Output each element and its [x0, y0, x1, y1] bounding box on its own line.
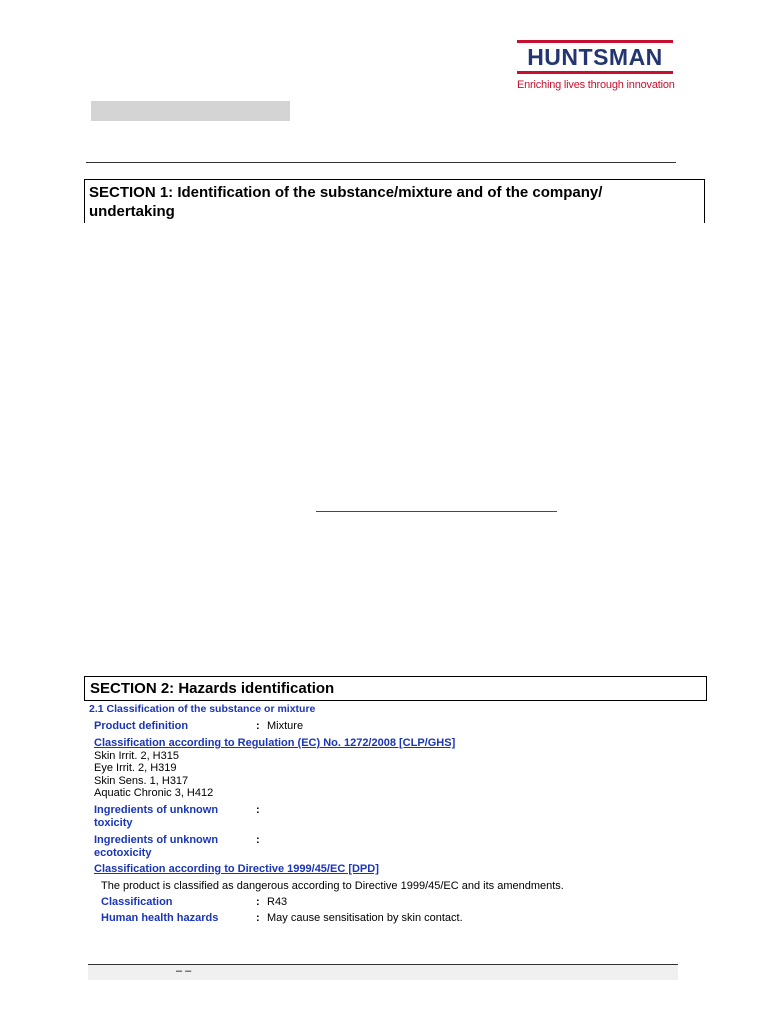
section2-header — [84, 676, 707, 701]
section1-title-line1: SECTION 1: Identification of the substance/mixture and of the company/ — [89, 184, 603, 201]
hazard-item: Skin Irrit. 2, H315 — [94, 750, 179, 762]
footer-text: – – — [176, 965, 192, 977]
company-logo — [517, 40, 673, 91]
unknown-ecotoxicity-line1: Ingredients of unknown — [94, 834, 219, 846]
unknown-ecotoxicity-line2: ecotoxicity — [94, 847, 152, 859]
hazard-list — [94, 750, 213, 800]
product-definition-value: Mixture — [267, 720, 304, 732]
header-divider — [86, 162, 676, 163]
classification-value: R43 — [267, 896, 288, 908]
hyperlink-underline[interactable] — [316, 511, 557, 512]
dpd-statement: The product is classified as dangerous according to Directive 1999/45/EC and its amendments. — [101, 880, 564, 892]
redacted-field — [91, 101, 290, 121]
hazard-item: Aquatic Chronic 3, H412 — [94, 787, 214, 800]
clp-classification-heading[interactable]: Classification according to Regulation (EC) No. 1272/2008 [CLP/GHS] — [94, 737, 456, 749]
unknown-toxicity-colon: : — [256, 804, 260, 816]
unknown-toxicity-line2: toxicity — [94, 817, 133, 829]
human-health-colon: : — [256, 912, 260, 924]
product-definition-colon: : — [256, 720, 260, 732]
section2-title: SECTION 2: Hazards identification — [90, 680, 335, 697]
section1-title-line2: undertaking — [89, 203, 175, 220]
logo-tagline: Enriching lives through innovation — [517, 79, 675, 91]
unknown-toxicity-line1: Ingredients of unknown — [94, 804, 219, 816]
human-health-label: Human health hazards — [101, 912, 219, 924]
hazard-item: Skin Sens. 1, H317 — [94, 774, 189, 787]
logo-wordmark: HUNTSMAN — [517, 40, 673, 74]
human-health-value: May cause sensitisation by skin contact. — [267, 912, 463, 924]
product-definition-label: Product definition — [94, 720, 189, 732]
hazard-item: Eye Irrit. 2, H319 — [94, 762, 177, 775]
subsection-2-1-heading: 2.1 Classification of the substance or mixture — [89, 703, 316, 715]
unknown-ecotoxicity-colon: : — [256, 834, 260, 846]
section1-header — [84, 179, 705, 223]
dpd-classification-heading[interactable]: Classification according to Directive 1999/45/EC [DPD] — [94, 863, 379, 875]
unknown-toxicity-label — [94, 804, 218, 830]
classification-colon: : — [256, 896, 260, 908]
classification-label: Classification — [101, 896, 173, 908]
unknown-ecotoxicity-label — [94, 834, 218, 860]
